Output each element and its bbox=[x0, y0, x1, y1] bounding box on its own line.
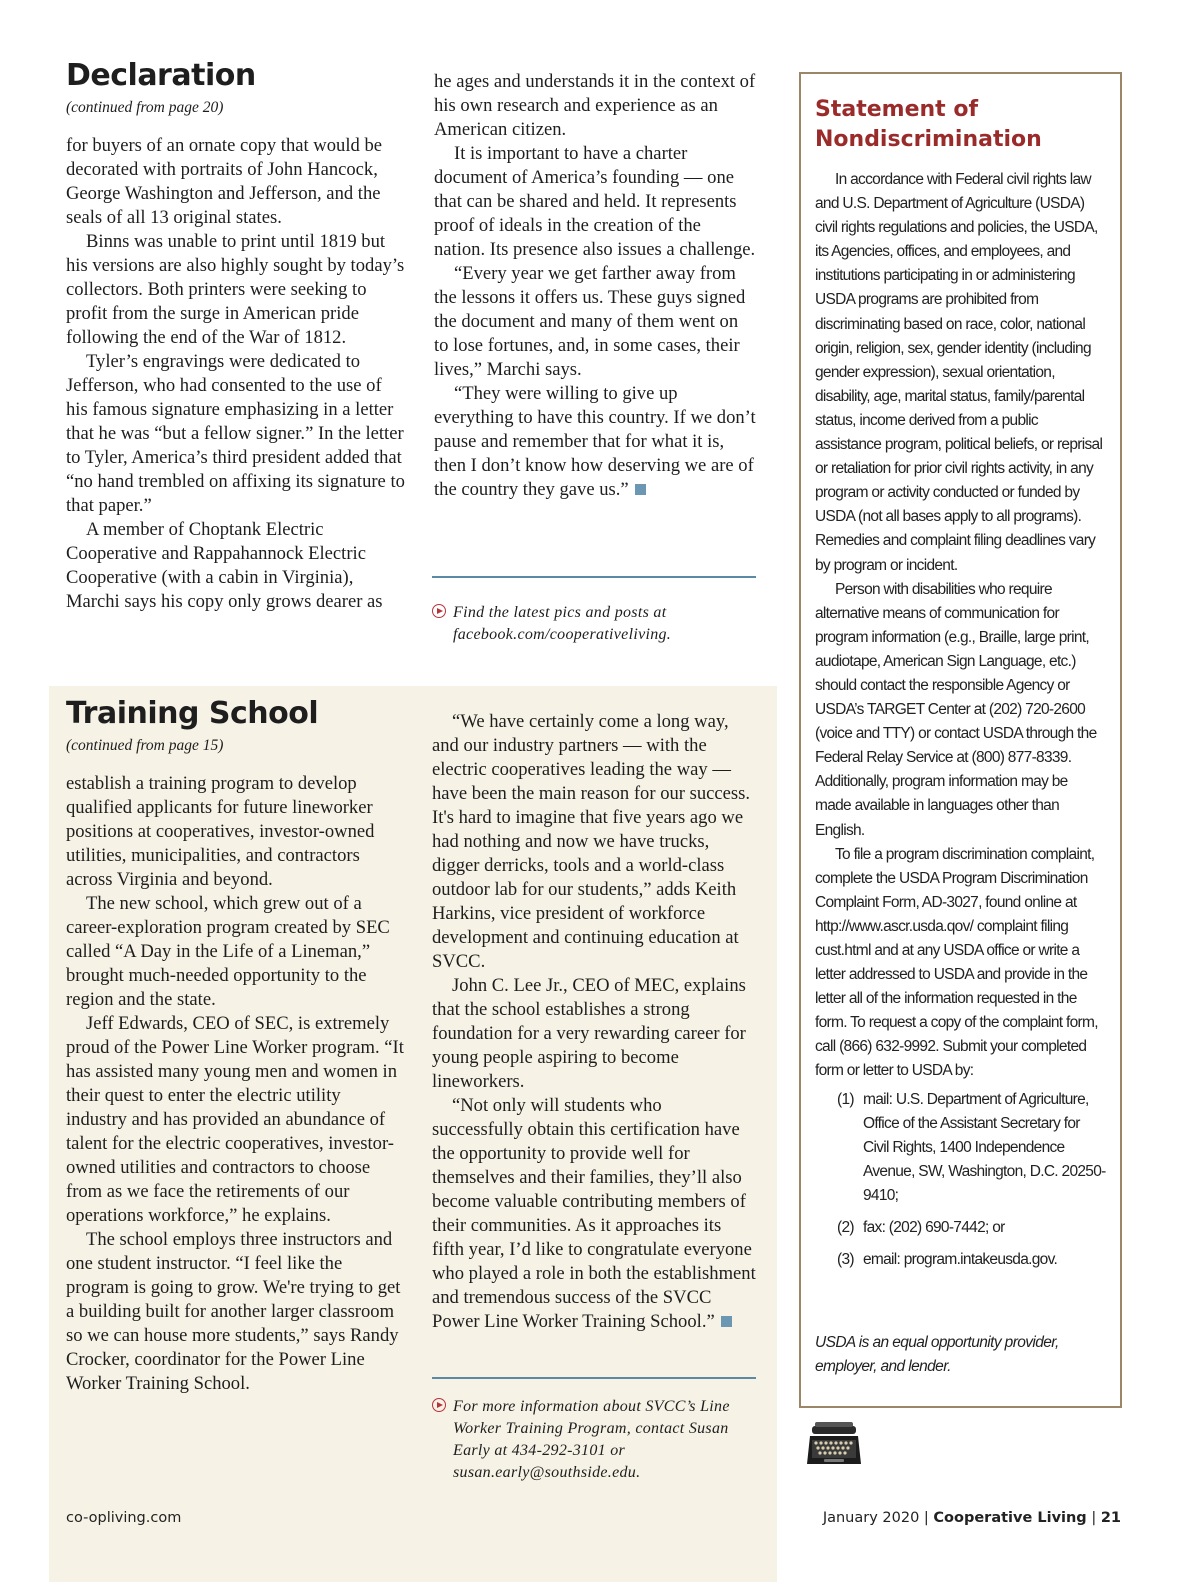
list-item: (1) mail: U.S. Department of Agriculture, Office of the Assistant Secretary for Civil Rights, 1400 Independence Avenue, SW, Washington, D.C. 20250-9410; bbox=[837, 1090, 1106, 1204]
declaration-tip-text[interactable]: Find the latest pics and posts at facebook.com/cooperativeliving. bbox=[453, 604, 672, 643]
paragraph: To file a program discrimination complaint, complete the USDA Program Discrimination Complaint Form, AD-3027, found online at http://www.ascr.usda.qov/ complaint filing cust.html and at any USDA office or write a letter addressed to USDA and provide in the letter all of the information requested in the form. To request a copy of the complaint form, call (866) 632-9992. Submit your completed form or letter to USDA by: bbox=[815, 845, 1098, 1080]
footer-separator: | bbox=[1091, 1510, 1097, 1526]
footer-issue bbox=[823, 1510, 1121, 1526]
paragraph: Binns was unable to print until 1819 but his versions are also highly sought by today’s collectors. Both printers were seeking to profit from the surge in American pride following the end of the War of 1812. bbox=[66, 231, 405, 348]
footer-separator: | bbox=[923, 1510, 929, 1526]
paragraph: “Every year we get farther away from the lessons it offers us. These guys signed the document and many of them went on to lose fortunes, and, in some cases, their lives,” Marchi says. bbox=[434, 263, 746, 380]
footer-magazine: Cooperative Living bbox=[933, 1510, 1087, 1526]
paragraph: “Not only will students who successfully obtain this certification have the opportunity to provide well for themselves and their families, they’ll also become valuable contributing members of their communities. As it approaches its fifth year, I’d like to congratulate everyone who played a role in both the establishment and tremendous success of the SVCC Power Line Worker Training School.” bbox=[432, 1095, 756, 1332]
paragraph: “They were willing to give up everything to have this country. If we don’t pause and remember that for what it is, then I don’t know how deserving we are of the country they gave us.” bbox=[434, 383, 756, 500]
play-arrow-icon bbox=[432, 604, 446, 618]
paragraph: he ages and understands it in the context of his own research and experience as an American citizen. bbox=[434, 71, 756, 140]
paragraph: Person with disabilities who require alternative means of communication for program information (e.g., Braille, large print, audiotape, American Sign Language, etc.) should contact the responsible Agency or USDA’s TARGET Center at (202) 720-2600 (voice and TTY) or contact USDA through the Federal Relay Service at (800) 877-8339. Additionally, program information may be made available in languages other than English. bbox=[815, 580, 1097, 839]
declaration-tip bbox=[432, 602, 692, 646]
footer-site[interactable]: co-opliving.com bbox=[66, 1510, 182, 1526]
paragraph: It is important to have a charter document of America’s founding — one that can be shared and held. It represents proof of ideals in the creation of the nation. Its presence also issues a challenge. bbox=[434, 143, 756, 260]
play-arrow-icon bbox=[432, 1398, 446, 1412]
declaration-continued: (continued from page 20) bbox=[66, 99, 224, 116]
submission-methods-list bbox=[815, 1088, 1107, 1273]
training-divider bbox=[432, 1377, 756, 1379]
training-tip bbox=[432, 1396, 732, 1484]
footer-page-number: 21 bbox=[1100, 1510, 1121, 1526]
end-square-icon bbox=[721, 1316, 732, 1327]
training-column-2 bbox=[432, 710, 756, 1334]
list-item: (3) email: program.intakeusda.gov. bbox=[837, 1251, 1058, 1269]
typewriter-icon bbox=[806, 1416, 862, 1472]
list-item: (2) fax: (202) 690-7442; or bbox=[837, 1219, 1005, 1237]
paragraph: for buyers of an ornate copy that would be decorated with portraits of John Hancock, George Washington and Jefferson, and the seals of all 13 original states. bbox=[66, 135, 382, 228]
paragraph: Tyler’s engravings were dedicated to Jefferson, who had consented to the use of his famous signature emphasizing in a letter that he was “but a fellow signer.” In the letter to Tyler, America’s third president added that “no hand trembled on affixing its signature to that paper.” bbox=[66, 351, 405, 516]
paragraph: The school employs three instructors and one student instructor. “I feel like the program is going to grow. We're trying to get a building built for another larger classroom so we can house more students,” says Randy Crocker, coordinator for the Power Line Worker Training School. bbox=[66, 1229, 401, 1394]
nondiscrimination-title: Statement of Nondiscrimination bbox=[815, 97, 1042, 152]
equal-opportunity-note: USDA is an equal opportunity provider, employer, and lender. bbox=[815, 1334, 1059, 1375]
training-title: Training School bbox=[66, 696, 319, 731]
declaration-title: Declaration bbox=[66, 58, 256, 93]
end-square-icon bbox=[635, 484, 646, 495]
paragraph: Jeff Edwards, CEO of SEC, is extremely proud of the Power Line Worker program. “It has assisted many young men and women in their quest to enter the electric utility industry and has provided an abundance of talent for the electric cooperatives, investor-owned utilities and contractors to choose from as we face the retirements of our operations workforce,” he explains. bbox=[66, 1013, 404, 1226]
paragraph: In accordance with Federal civil rights law and U.S. Department of Agriculture (USDA) civil rights regulations and policies, the USDA, its Agencies, offices, and employees, and institutions participating in or administering USDA programs are prohibited from discriminating based on race, color, national origin, religion, sex, gender identity (including gender expression), sexual orientation, disability, age, marital status, family/parental status, income derived from a public assistance program, political beliefs, or reprisal or retaliation for prior civil rights activity, in any program or activity conducted or funded by USDA (not all bases apply to all programs). Remedies and complaint filing deadlines vary by program or incident. bbox=[815, 171, 1103, 574]
training-column-1 bbox=[66, 696, 406, 1396]
nondiscrimination-text bbox=[815, 168, 1107, 1280]
paragraph: John C. Lee Jr., CEO of MEC, explains that the school establishes a strong foundation for a very rewarding career for young people aspiring to become lineworkers. bbox=[432, 975, 746, 1092]
training-tip-text[interactable]: For more information about SVCC’s Line Worker Training Program, contact Susan Early at 434-292-3101 or susan.early@southside.edu. bbox=[453, 1398, 730, 1481]
declaration-column-1 bbox=[66, 58, 406, 614]
declaration-column-2 bbox=[434, 70, 756, 502]
paragraph: A member of Choptank Electric Cooperative and Rappahannock Electric Cooperative (with a cabin in Virginia), Marchi says his copy only grows dearer as bbox=[66, 519, 383, 612]
paragraph: “We have certainly come a long way, and our industry partners — with the electric cooperatives leading the way — have been the main reason for our success. It's hard to imagine that five years ago we had nothing and now we have trucks, digger derricks, tools and a world-class outdoor lab for our students,” adds Keith Harkins, vice president of workforce development and continuing education at SVCC. bbox=[432, 711, 751, 972]
paragraph: establish a training program to develop qualified applicants for future lineworker positions at cooperatives, investor-owned utilities, municipalities, and contractors across Virginia and beyond. bbox=[66, 773, 375, 890]
footer-date: January 2020 bbox=[822, 1510, 920, 1526]
paragraph: The new school, which grew out of a career-exploration program created by SEC called “A Day in the Life of a Lineman,” brought much-needed opportunity to the region and the state. bbox=[66, 893, 390, 1010]
declaration-divider bbox=[432, 576, 756, 578]
training-continued: (continued from page 15) bbox=[66, 737, 224, 754]
